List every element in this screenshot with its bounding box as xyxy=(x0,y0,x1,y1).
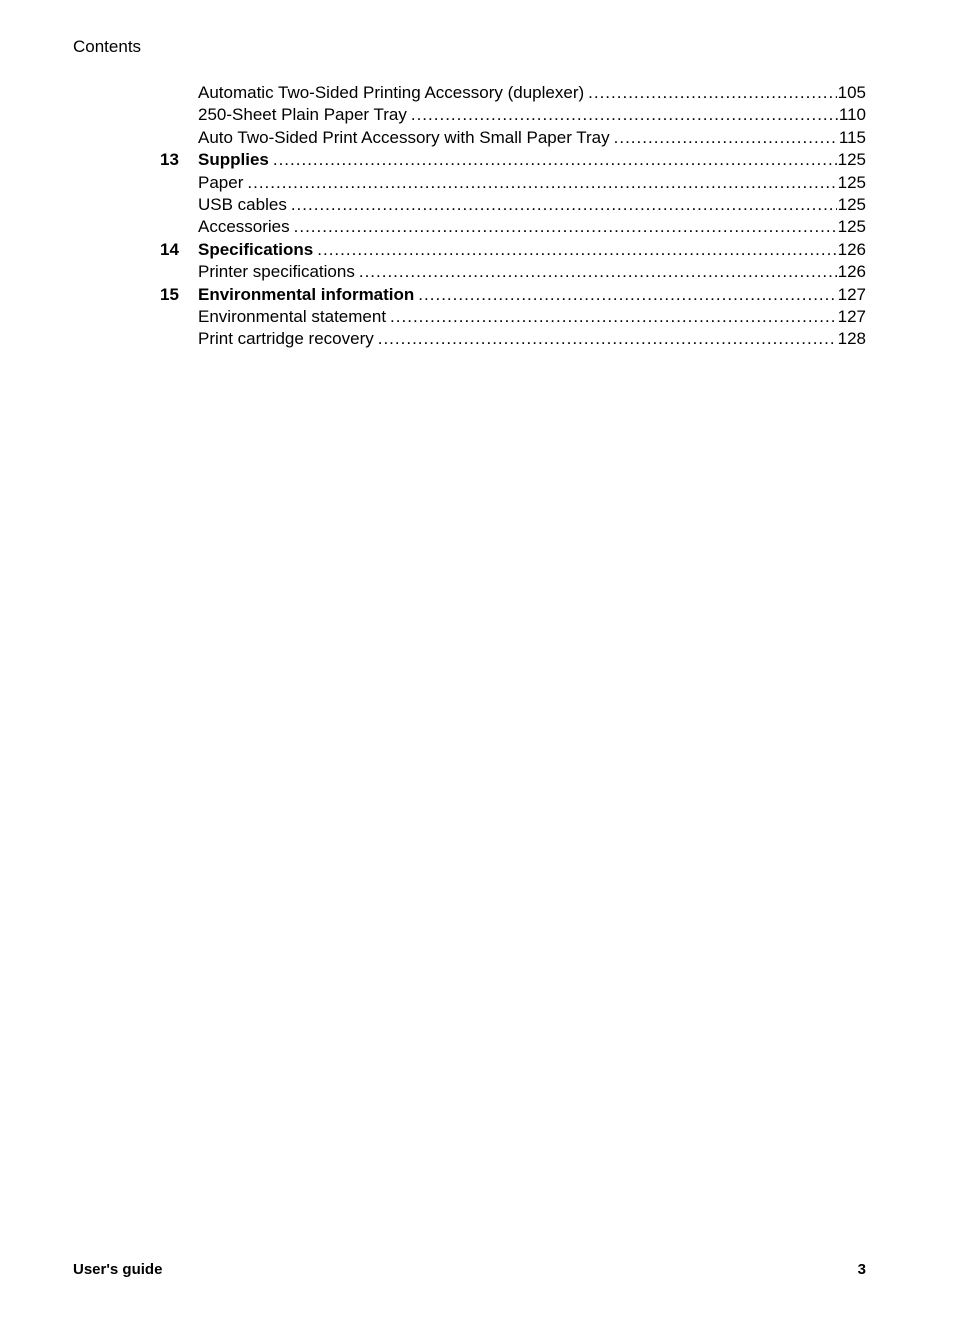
toc-entry-title: Auto Two-Sided Print Accessory with Small Paper Tray xyxy=(198,127,610,147)
toc-entry-title: Specifications xyxy=(198,239,314,259)
toc-row[interactable] xyxy=(160,104,866,126)
toc-page-number: 125 xyxy=(837,194,866,214)
toc-entry[interactable] xyxy=(198,261,866,283)
toc-entry[interactable] xyxy=(198,306,866,328)
toc-page-number: 105 xyxy=(837,83,866,102)
toc-page-number: 126 xyxy=(837,239,866,259)
toc-chapter-number: 14 xyxy=(160,239,179,259)
toc-entry-title: Print cartridge recovery xyxy=(198,329,374,349)
toc-entry-title: Paper xyxy=(198,172,244,192)
toc-entry-title: Environmental statement xyxy=(198,306,387,326)
toc-row[interactable] xyxy=(160,82,866,104)
table-of-contents xyxy=(160,82,866,351)
toc-entry-title: Accessories xyxy=(198,217,290,237)
toc-chapter-number: 15 xyxy=(160,284,179,304)
toc-entry[interactable] xyxy=(198,239,866,261)
toc-chapter-row[interactable] xyxy=(160,149,866,171)
toc-page-number: 125 xyxy=(837,150,866,170)
toc-row[interactable] xyxy=(160,194,866,216)
toc-page-number: 125 xyxy=(837,172,866,192)
toc-row[interactable] xyxy=(160,328,866,350)
toc-row[interactable] xyxy=(160,172,866,194)
running-header-title: Contents xyxy=(73,37,142,56)
toc-entry-title: Printer specifications xyxy=(198,262,355,282)
toc-dot-leader xyxy=(273,149,837,171)
toc-row[interactable] xyxy=(160,216,866,238)
toc-dot-leader xyxy=(411,104,838,126)
toc-entry[interactable] xyxy=(198,82,866,104)
toc-entry-title: Environmental information xyxy=(198,284,415,304)
toc-chapter-number: 13 xyxy=(160,150,179,170)
toc-entry[interactable] xyxy=(198,194,866,216)
footer-page-number: 3 xyxy=(857,1261,866,1278)
toc-dot-leader xyxy=(390,306,837,328)
toc-entry[interactable] xyxy=(198,104,866,126)
toc-entry[interactable] xyxy=(198,216,866,238)
toc-row[interactable] xyxy=(160,127,866,149)
toc-entry-title: Automatic Two-Sided Printing Accessory (duplexer) xyxy=(198,83,585,102)
toc-dot-leader xyxy=(418,284,836,306)
footer-guide-name: User's guide xyxy=(73,1261,163,1278)
toc-dot-leader xyxy=(614,127,838,149)
toc-dot-leader xyxy=(247,172,836,194)
toc-row[interactable] xyxy=(160,261,866,283)
toc-page-number: 115 xyxy=(838,127,866,147)
toc-entry[interactable] xyxy=(198,127,866,149)
toc-dot-leader xyxy=(291,194,837,216)
toc-entry-title: USB cables xyxy=(198,194,287,214)
toc-entry-title: 250-Sheet Plain Paper Tray xyxy=(198,105,407,125)
toc-dot-leader xyxy=(317,239,836,261)
toc-page-number: 128 xyxy=(837,329,866,349)
toc-entry-title: Supplies xyxy=(198,150,269,170)
toc-dot-leader xyxy=(294,216,837,238)
toc-page-number: 127 xyxy=(837,306,866,326)
toc-dot-leader xyxy=(588,82,836,104)
toc-entry[interactable] xyxy=(198,328,866,350)
toc-entry[interactable] xyxy=(198,172,866,194)
toc-chapter-row[interactable] xyxy=(160,239,866,261)
toc-page-number: 127 xyxy=(837,284,866,304)
toc-page-number: 110 xyxy=(838,105,866,125)
toc-page-number: 126 xyxy=(837,262,866,282)
toc-chapter-row[interactable] xyxy=(160,284,866,306)
toc-entry[interactable] xyxy=(198,149,866,171)
toc-entry[interactable] xyxy=(198,284,866,306)
toc-dot-leader xyxy=(378,328,837,350)
toc-dot-leader xyxy=(359,261,837,283)
toc-page-number: 125 xyxy=(837,217,866,237)
toc-row[interactable] xyxy=(160,306,866,328)
